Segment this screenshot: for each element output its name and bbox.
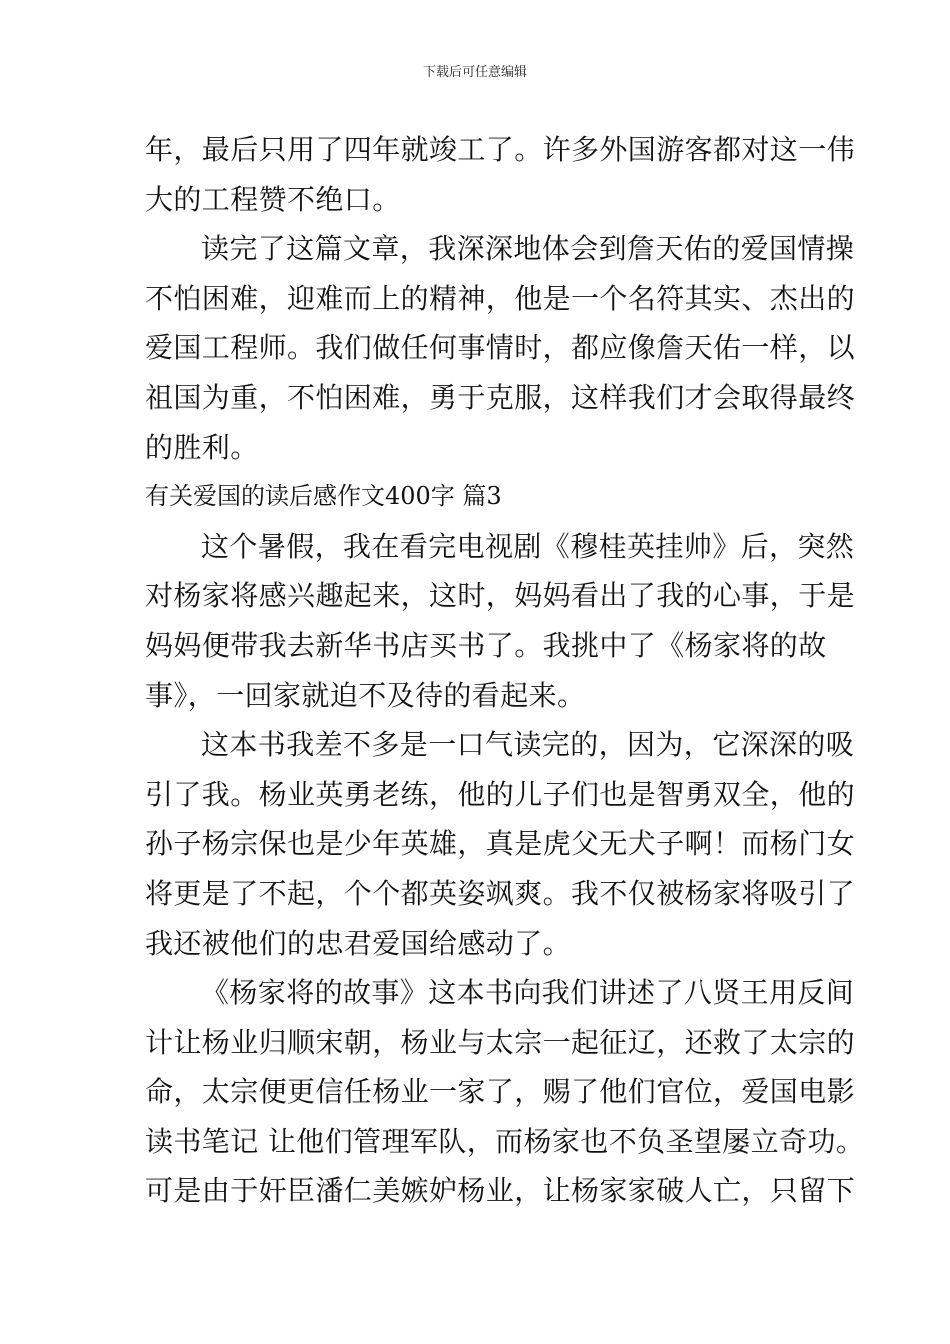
text-line: 祖国为重，不怕困难，勇于克服，这样我们才会取得最终 — [145, 380, 856, 414]
text-line: 计让杨业归顺宋朝，杨业与太宗一起征辽，还救了太宗的 — [145, 1025, 856, 1059]
paragraph-start-line: 这本书我差不多是一口气读完的，因为，它深深的吸 — [201, 728, 855, 762]
paragraph-start-line: 这个暑假，我在看完电视剧《穆桂英挂帅》后，突然 — [201, 529, 855, 563]
text-line: 将更是了不起，个个都英姿飒爽。我不仅被杨家将吸引了 — [145, 876, 856, 910]
text-line: 不怕困难，迎难而上的精神，他是一个名符其实、杰出的 — [145, 281, 856, 315]
text-line: 大的工程赞不绝口。 — [145, 182, 401, 216]
document-body — [145, 125, 865, 1216]
text-line: 读书笔记 让他们管理军队，而杨家也不负圣望屡立奇功。 — [145, 1124, 865, 1158]
text-line: 我还被他们的忠君爱国给感动了。 — [145, 926, 572, 960]
text-line: 引了我。杨业英勇老练，他的儿子们也是智勇双全，他的 — [145, 777, 856, 811]
text-line: 命，太宗便更信任杨业一家了，赐了他们官位，爱国电影 — [145, 1075, 856, 1109]
text-line: 妈妈便带我去新华书店买书了。我挑中了《杨家将的故 — [145, 628, 827, 662]
text-line: 孙子杨宗保也是少年英雄，真是虎父无犬子啊！而杨门女 — [145, 827, 856, 861]
page-header: 下载后可任意编辑 — [422, 65, 527, 80]
section-heading: 有关爱国的读后感作文400字 篇3 — [145, 482, 502, 511]
paragraph-start-line: 读完了这篇文章，我深深地体会到詹天佑的爱国情操 — [201, 232, 855, 266]
text-line: 的胜利。 — [145, 430, 259, 464]
text-line: 爱国工程师。我们做任何事情时，都应像詹天佑一样，以 — [145, 331, 856, 365]
paragraph-start-line: 《杨家将的故事》这本书向我们讲述了八贤王用反间 — [201, 976, 855, 1010]
text-line: 事》，一回家就迫不及待的看起来。 — [145, 678, 586, 712]
text-line: 对杨家将感兴趣起来，这时，妈妈看出了我的心事，于是 — [145, 579, 856, 613]
text-line: 可是由于奸臣潘仁美嫉妒杨业，让杨家家破人亡，只留下 — [145, 1174, 856, 1208]
text-line: 年，最后只用了四年就竣工了。许多外国游客都对这一伟 — [145, 133, 856, 166]
